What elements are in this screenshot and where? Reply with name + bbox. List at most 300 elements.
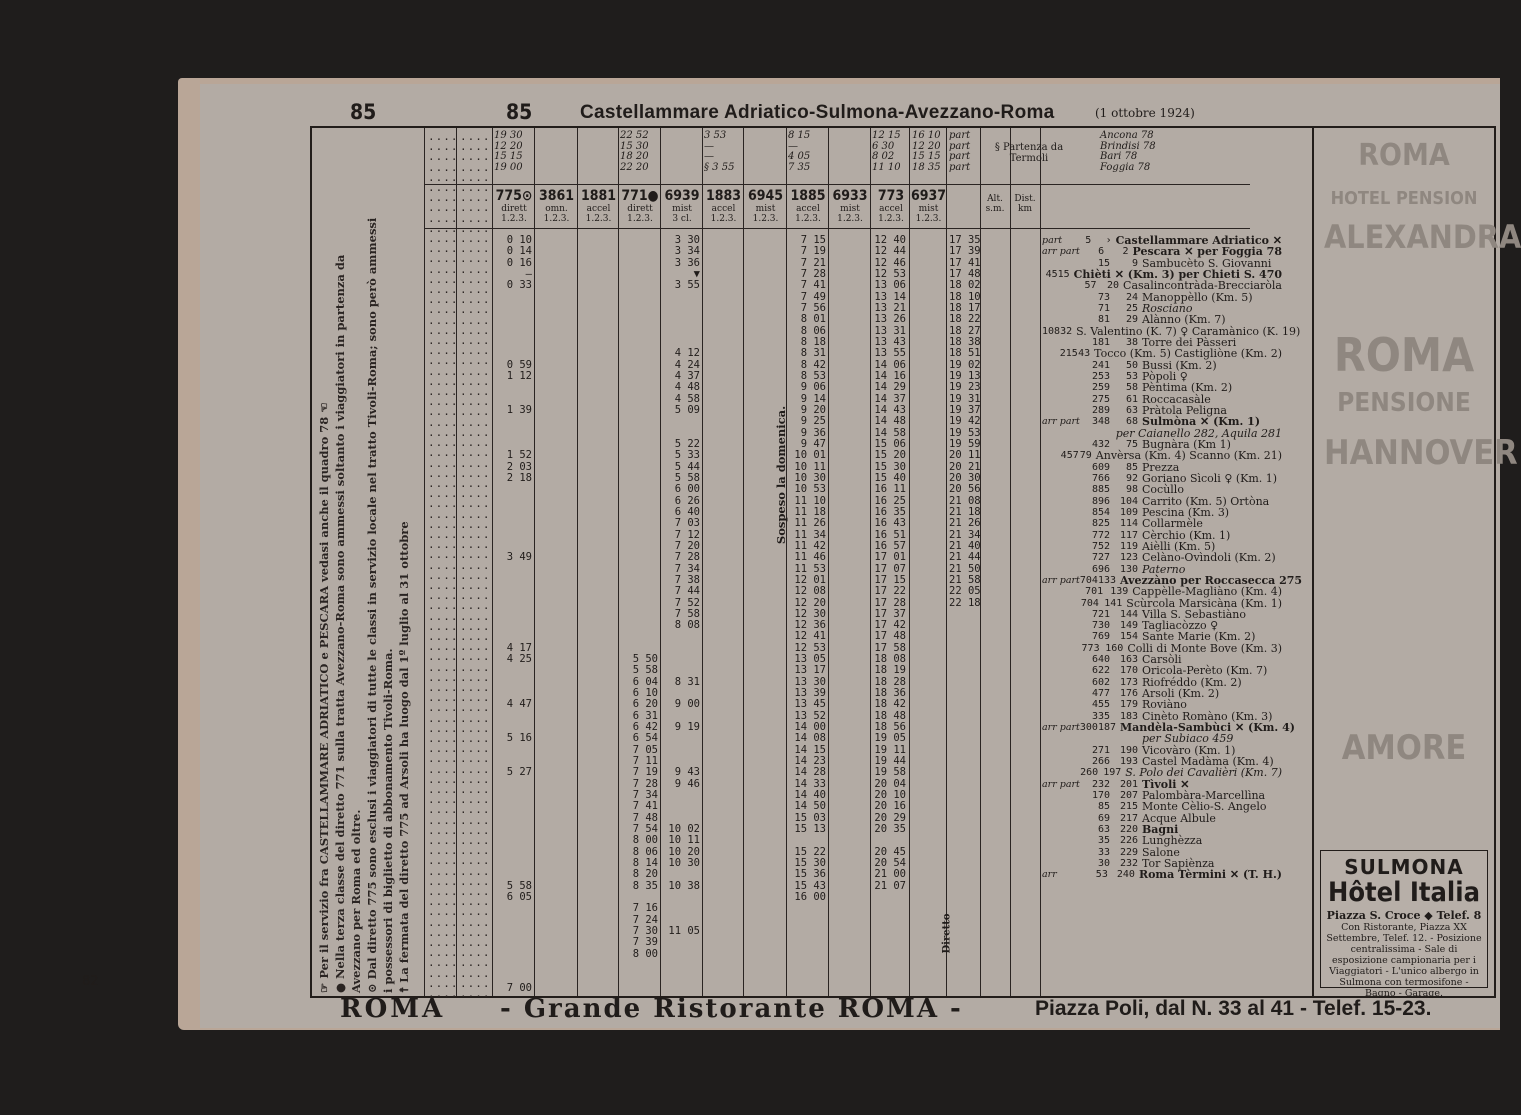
timetable-page xyxy=(82,84,1521,1028)
time-cell: 12 46 xyxy=(874,256,906,269)
time-cell: 11 18 xyxy=(794,505,826,518)
time-cell xyxy=(494,937,532,948)
station-row xyxy=(1042,484,1282,495)
station-km: 98 xyxy=(1125,484,1138,496)
time-cell: 5 33 xyxy=(674,449,700,462)
station-name: Tìvoli ✕ xyxy=(1142,777,1190,791)
time-cell: 2 03 xyxy=(506,460,532,473)
station-km: 50 xyxy=(1125,359,1138,371)
time-cell xyxy=(494,564,532,575)
time-cell: 13 43 xyxy=(874,335,906,348)
station-arr xyxy=(1042,813,1082,824)
station-name: Sambucèto S. Giovanni xyxy=(1142,256,1272,270)
station-name: Villa S. Sebastiàno xyxy=(1142,607,1246,621)
time-cell xyxy=(662,303,700,314)
time-cell: 17 48 xyxy=(874,630,906,643)
station-name: Roma Tèrmini ✕ (T. H.) xyxy=(1138,868,1282,882)
train-number: 6945 xyxy=(747,188,784,204)
station-alt xyxy=(1082,733,1110,744)
time-cell: 19 31 xyxy=(949,392,981,405)
station-row xyxy=(1042,552,1282,563)
station-alt: 477 xyxy=(1091,688,1110,700)
ad-hotel-name: Hôtel Italia xyxy=(1328,877,1480,908)
station-row xyxy=(1042,869,1282,880)
time-cell: 10 38 xyxy=(668,879,700,892)
station-km: 170 xyxy=(1119,665,1138,677)
time-cell: 0 10 xyxy=(506,234,532,246)
time-cell: 9 36 xyxy=(800,426,826,439)
time-cell xyxy=(494,971,532,982)
time-cell xyxy=(494,292,532,303)
station-alt: 348 xyxy=(1091,416,1110,428)
station-alt: 457 xyxy=(1060,450,1079,462)
station-name: Celàno-Ovìndoli (Km. 2) xyxy=(1142,551,1276,565)
station-km xyxy=(1110,733,1142,744)
station-km: 141 xyxy=(1104,597,1123,609)
station-name: Paterno xyxy=(1142,562,1186,576)
station-name: S. Valentino (K. 7) ♀ Caramànico (K. 19) xyxy=(1076,324,1301,338)
time-cell: 19 05 xyxy=(874,732,906,745)
station-arr: arr part xyxy=(1042,246,1080,258)
station-arr xyxy=(1042,677,1082,688)
time-cell: 10 30 xyxy=(794,471,826,484)
station-name: Carrito (Km. 5) Ortòna xyxy=(1142,494,1270,508)
banner-city: ROMA xyxy=(340,994,446,1024)
time-cell: 10 01 xyxy=(794,449,826,462)
station-name: Bugnàra (Km 1) xyxy=(1142,437,1231,451)
time-cell xyxy=(662,801,700,812)
time-cell: 13 17 xyxy=(794,664,826,677)
time-cell: 13 31 xyxy=(874,324,906,337)
time-cell xyxy=(494,598,532,609)
station-arr xyxy=(1042,314,1082,325)
train-header xyxy=(788,188,828,224)
station-alt: 773 xyxy=(1081,642,1100,654)
time-cell: 22 18 xyxy=(949,596,981,609)
note-line: i possessori di biglietto di abbonamento Tivoli-Roma. xyxy=(381,648,395,993)
time-cell: 16 57 xyxy=(874,539,906,552)
time-cell xyxy=(620,541,658,552)
time-cell xyxy=(620,314,658,325)
time-cell: 3 30 xyxy=(674,234,700,246)
time-cell: 12 40 xyxy=(874,234,906,246)
time-cell: 20 56 xyxy=(949,483,981,496)
time-cell: 7 56 xyxy=(800,301,826,314)
times-775 xyxy=(494,235,532,994)
time-cell xyxy=(494,745,532,756)
station-alt: 15 xyxy=(1097,257,1110,269)
time-cell xyxy=(494,496,532,507)
station-arr xyxy=(1042,507,1082,518)
station-alt: 63 xyxy=(1097,824,1110,836)
station-arr xyxy=(1042,382,1082,393)
time-cell xyxy=(494,428,532,439)
station-km: 92 xyxy=(1125,472,1138,484)
connection-times: 16 10 12 20 15 15 18 35 xyxy=(912,130,941,173)
time-cell: 7 28 xyxy=(632,777,658,790)
time-cell: 18 22 xyxy=(949,313,981,326)
station-km xyxy=(1091,428,1115,439)
station-km: 190 xyxy=(1119,744,1138,756)
station-alt: 232 xyxy=(1091,778,1110,790)
time-cell: 7 19 xyxy=(632,766,658,779)
time-cell: 11 46 xyxy=(794,551,826,564)
station-km: 207 xyxy=(1119,790,1138,802)
time-cell xyxy=(620,280,658,291)
station-arr xyxy=(1042,711,1082,722)
time-cell xyxy=(494,314,532,325)
time-cell xyxy=(620,269,658,280)
ad-body: Con Ristorante, Piazza XX Settembre, Telef. 12. - Posizione centralissima - Sale di esposizione campionaria per i Viaggiatori - L'unico albergo in Sulmona con termosifone - Bagno - Garage. xyxy=(1326,922,1482,999)
time-cell: 17 58 xyxy=(874,641,906,654)
time-cell: 18 36 xyxy=(874,687,906,700)
time-cell: 7 11 xyxy=(632,755,658,768)
time-cell: 14 50 xyxy=(794,800,826,813)
time-cell: 17 35 xyxy=(949,234,981,246)
train-classes: 1.2.3. xyxy=(501,214,527,224)
time-cell xyxy=(620,518,658,529)
time-cell: 19 23 xyxy=(949,381,981,394)
station-name: Castellammare Adriatico ✕ xyxy=(1115,234,1282,247)
time-cell xyxy=(494,586,532,597)
time-cell xyxy=(494,303,532,314)
time-cell: 10 30 xyxy=(668,857,700,870)
station-name: Aièlli (Km. 5) xyxy=(1142,539,1216,553)
time-cell: 0 33 xyxy=(506,279,532,292)
time-cell: 12 41 xyxy=(794,630,826,643)
time-cell: 15 06 xyxy=(874,437,906,450)
station-name: Collarmèle xyxy=(1142,517,1203,531)
station-arr xyxy=(1042,733,1082,744)
station-row xyxy=(1042,246,1282,257)
station-arr xyxy=(1042,665,1082,676)
station-row xyxy=(1042,382,1282,393)
note-line: ☨ La fermata del diretto 775 ad Arsoli ha luogo dal 1º luglio al 31 ottobre xyxy=(397,521,411,993)
time-cell: 19 59 xyxy=(949,437,981,450)
train-number: 775⊙ xyxy=(495,188,533,204)
time-cell: 8 06 xyxy=(800,324,826,337)
station-arr xyxy=(1042,858,1082,869)
time-cell: 16 43 xyxy=(874,517,906,530)
time-cell: 21 26 xyxy=(949,517,981,530)
station-arr xyxy=(1042,586,1078,597)
time-cell: 7 39 xyxy=(632,936,658,949)
station-name: Carsòli xyxy=(1142,653,1182,667)
train-classes: 1.2.3. xyxy=(543,214,570,224)
time-cell: 5 58 xyxy=(674,471,700,484)
station-alt: 181 xyxy=(1091,336,1110,348)
time-cell xyxy=(620,609,658,620)
train-number: 1883 xyxy=(705,188,742,204)
time-cell xyxy=(494,665,532,676)
time-cell: 7 49 xyxy=(800,290,826,303)
time-cell: 6 31 xyxy=(632,709,658,722)
time-cell: 9 14 xyxy=(800,392,826,405)
time-cell: 8 35 xyxy=(632,879,658,892)
station-km: 197 xyxy=(1103,767,1122,779)
station-name: Torre dei Pàsseri xyxy=(1142,335,1237,349)
time-cell xyxy=(620,326,658,337)
time-cell: 19 37 xyxy=(949,403,981,416)
time-cell: 7 58 xyxy=(674,607,700,620)
station-alt: 71 xyxy=(1097,302,1110,314)
connection-origins: Ancona 78 Brindisi 78 Bari 78 Foggia 78 xyxy=(1100,130,1156,173)
time-cell: 12 53 xyxy=(874,267,906,280)
station-km: 229 xyxy=(1119,846,1138,858)
station-km: 2 xyxy=(1122,246,1129,258)
times-773 xyxy=(949,235,979,609)
diretto-note: Diretto xyxy=(941,913,953,954)
time-cell: 21 40 xyxy=(949,539,981,552)
station-arr xyxy=(1042,643,1076,654)
train-classes: 1.2.3. xyxy=(752,214,779,224)
time-cell: 10 20 xyxy=(668,845,700,858)
time-cell: 18 42 xyxy=(874,698,906,711)
station-name: Oricola-Perèto (Km. 7) xyxy=(1142,664,1268,678)
time-cell: 10 11 xyxy=(668,834,700,847)
station-km: 187 xyxy=(1097,722,1116,734)
time-cell: 14 28 xyxy=(794,766,826,779)
time-cell: 15 22 xyxy=(794,845,826,858)
time-cell xyxy=(494,530,532,541)
time-cell: 15 36 xyxy=(794,868,826,881)
time-cell xyxy=(494,801,532,812)
train-number: 6939 xyxy=(664,188,700,204)
station-alt: 752 xyxy=(1091,540,1110,552)
time-cell xyxy=(620,462,658,473)
time-cell: 13 30 xyxy=(794,675,826,688)
train-number: 6933 xyxy=(832,188,868,204)
station-km: 144 xyxy=(1119,608,1138,620)
station-arr xyxy=(1042,473,1082,484)
station-arr xyxy=(1042,654,1082,665)
timetable-grid xyxy=(312,128,1303,1001)
time-cell: 19 02 xyxy=(949,358,981,371)
time-cell: 15 30 xyxy=(874,460,906,473)
time-cell: 16 11 xyxy=(874,483,906,496)
station-name: Vicovàro (Km. 1) xyxy=(1142,743,1236,757)
page-number-left: 85 xyxy=(350,100,377,124)
times-1883 xyxy=(788,235,826,903)
station-alt: 108 xyxy=(1042,325,1061,337)
banner-name: - Grande Ristorante ROMA - xyxy=(500,994,963,1024)
station-km: 109 xyxy=(1119,506,1138,518)
station-arr xyxy=(1042,394,1082,405)
time-cell: 13 05 xyxy=(794,653,826,666)
station-arr xyxy=(1042,835,1082,846)
station-alt: 854 xyxy=(1091,506,1110,518)
time-cell: 3 49 xyxy=(506,551,532,564)
time-cell xyxy=(662,892,700,903)
time-cell: 3 34 xyxy=(674,245,700,258)
station-name: Cinèto Romàno (Km. 3) xyxy=(1142,709,1273,723)
time-cell: 21 18 xyxy=(949,505,981,518)
station-alt: 5 xyxy=(1085,235,1092,246)
time-cell: 9 06 xyxy=(800,381,826,394)
station-km: 160 xyxy=(1105,642,1124,654)
station-km: 123 xyxy=(1119,552,1138,564)
train-classes: 1.2.3. xyxy=(837,214,863,224)
time-cell: 7 48 xyxy=(632,811,658,824)
ghost-ad: ALEXANDRA xyxy=(1324,218,1521,256)
time-cell: 9 47 xyxy=(800,437,826,450)
station-km: 220 xyxy=(1119,824,1138,836)
station-name: Alànno (Km. 7) xyxy=(1142,313,1226,327)
time-cell: 4 17 xyxy=(506,641,532,654)
time-cell xyxy=(620,484,658,495)
train-type: accel xyxy=(879,204,903,214)
page-number-mid: 85 xyxy=(506,100,533,124)
time-cell: 9 20 xyxy=(800,403,826,416)
station-name: Scùrcola Marsicàna (Km. 1) xyxy=(1126,596,1283,610)
time-cell: 16 51 xyxy=(874,528,906,541)
station-arr xyxy=(1042,541,1082,552)
time-cell xyxy=(620,598,658,609)
time-cell: 21 34 xyxy=(949,528,981,541)
station-name: Bussi (Km. 2) xyxy=(1142,358,1217,372)
station-alt: 241 xyxy=(1091,359,1110,371)
time-cell: 15 30 xyxy=(794,857,826,870)
train-header xyxy=(620,188,660,224)
time-cell: 10 02 xyxy=(668,823,700,836)
station-km: 15 xyxy=(1057,268,1070,280)
time-cell: 10 53 xyxy=(794,483,826,496)
dot-column: .... .... .... .... .... .... .... .... .... .... .... .... .... .... .... .... .... .... .... .... .... .... .... .... .... .... .... .... .... .... .... .... .... .... .... .... .... .... .... .... .... .... .... .... .... .... .... .... .... .... .... .... .... .... .... .... .... .... .... .... .... .... .... .... .... .... .... .... .... .... .... .... .... .... .... .... .... .... .... .... .... .... .... .... .... xyxy=(460,130,491,1001)
time-cell: 7 20 xyxy=(674,539,700,552)
station-name: Tocco (Km. 5) Castigliòne (Km. 2) xyxy=(1094,347,1282,361)
train-header xyxy=(662,188,702,224)
station-alt: 289 xyxy=(1091,404,1110,416)
time-cell: 18 19 xyxy=(874,664,906,677)
time-cell xyxy=(620,416,658,427)
station-km: 75 xyxy=(1125,438,1138,450)
time-cell: 7 34 xyxy=(674,562,700,575)
time-cell xyxy=(494,835,532,846)
time-cell: 10 11 xyxy=(794,460,826,473)
time-cell: 15 03 xyxy=(794,811,826,824)
connection-labels: part part part part xyxy=(949,130,971,173)
timetable-frame xyxy=(310,126,1521,1001)
time-cell xyxy=(620,382,658,393)
note-line: ● Nella terza classe del diretto 771 sulla tratta Avezzano-Roma sono ammessi soltanto i viaggiatori in partenza da xyxy=(333,254,347,993)
time-cell xyxy=(494,779,532,790)
time-cell: 4 24 xyxy=(674,358,700,371)
station-alt: 53 xyxy=(1095,869,1108,881)
train-header xyxy=(536,188,577,224)
time-cell xyxy=(494,507,532,518)
station-km: 215 xyxy=(1119,801,1138,813)
station-row xyxy=(1042,518,1282,529)
time-cell xyxy=(494,382,532,393)
connection-times: 3 53 — — § 3 55 xyxy=(704,130,735,173)
time-cell xyxy=(620,530,658,541)
station-arr: arr part xyxy=(1042,574,1080,586)
station-km: 29 xyxy=(1125,314,1138,326)
time-cell xyxy=(620,586,658,597)
train-header xyxy=(704,188,743,224)
time-cell: 16 25 xyxy=(874,494,906,507)
time-cell xyxy=(494,416,532,427)
time-cell: 11 53 xyxy=(794,562,826,575)
station-arr xyxy=(1042,564,1082,575)
time-cell: 6 26 xyxy=(674,494,700,507)
station-name: Roccacasàle xyxy=(1142,392,1211,406)
station-name: Lunghèzza xyxy=(1142,834,1203,848)
station-km: 38 xyxy=(1125,336,1138,348)
time-cell: 7 24 xyxy=(632,913,658,926)
time-cell: 14 29 xyxy=(874,381,906,394)
time-cell: 20 11 xyxy=(949,449,981,462)
ad-address: Piazza S. Croce ◆ Telef. 8 xyxy=(1326,909,1482,922)
station-name: Bagni xyxy=(1142,823,1179,837)
station-alt: 35 xyxy=(1097,835,1110,847)
time-cell: 7 30 xyxy=(632,925,658,938)
station-km: 104 xyxy=(1119,495,1138,507)
station-km: 179 xyxy=(1119,699,1138,711)
station-km: 133 xyxy=(1097,574,1116,586)
station-alt: 622 xyxy=(1091,665,1110,677)
station-km: 32 xyxy=(1060,325,1073,337)
time-cell: 13 21 xyxy=(874,301,906,314)
time-cell: 14 16 xyxy=(874,369,906,382)
station-alt: 215 xyxy=(1059,348,1078,360)
time-cell xyxy=(620,631,658,642)
station-km: 176 xyxy=(1119,688,1138,700)
time-cell: 19 58 xyxy=(874,766,906,779)
station-name: Tor Sapiènza xyxy=(1142,857,1215,871)
time-cell xyxy=(620,450,658,461)
times-771 xyxy=(662,235,700,937)
station-name: Cèrchio (Km. 1) xyxy=(1142,528,1231,542)
station-alt: 704 xyxy=(1079,574,1098,586)
time-cell: 7 41 xyxy=(800,279,826,292)
time-cell: ▼ xyxy=(693,267,700,280)
time-cell: 20 04 xyxy=(874,777,906,790)
time-cell xyxy=(494,949,532,960)
station-alt: 81 xyxy=(1097,314,1110,326)
train-type: accel xyxy=(586,204,611,214)
time-cell: 14 37 xyxy=(874,392,906,405)
time-cell: 14 48 xyxy=(874,415,906,428)
time-cell xyxy=(494,824,532,835)
time-cell xyxy=(662,326,700,337)
time-cell: 19 53 xyxy=(949,426,981,439)
margin-number: 82 xyxy=(82,974,99,989)
station-km: 25 xyxy=(1125,302,1138,314)
train-classes: 1.2.3. xyxy=(627,214,653,224)
station-arr xyxy=(1042,360,1082,371)
time-cell: 5 58 xyxy=(506,879,532,892)
train-type: mist xyxy=(918,204,939,214)
time-cell: 13 55 xyxy=(874,347,906,360)
time-cell: 8 42 xyxy=(800,358,826,371)
station-arr xyxy=(1042,631,1082,642)
station-km: › xyxy=(1105,235,1112,246)
station-alt: 766 xyxy=(1091,472,1110,484)
train-classes: 1.2.3. xyxy=(795,214,821,224)
station-name: Goriano Sìcoli ♀ (Km. 1) xyxy=(1142,471,1278,485)
time-cell xyxy=(662,733,700,744)
time-cell: 2 18 xyxy=(506,471,532,484)
station-row xyxy=(1042,416,1282,427)
station-name: Arsoli (Km. 2) xyxy=(1142,687,1220,701)
station-km: 53 xyxy=(1125,370,1138,382)
time-cell: 13 06 xyxy=(874,279,906,292)
station-arr xyxy=(1042,337,1082,348)
time-cell xyxy=(494,348,532,359)
time-cell: 21 58 xyxy=(949,573,981,586)
time-cell xyxy=(662,292,700,303)
